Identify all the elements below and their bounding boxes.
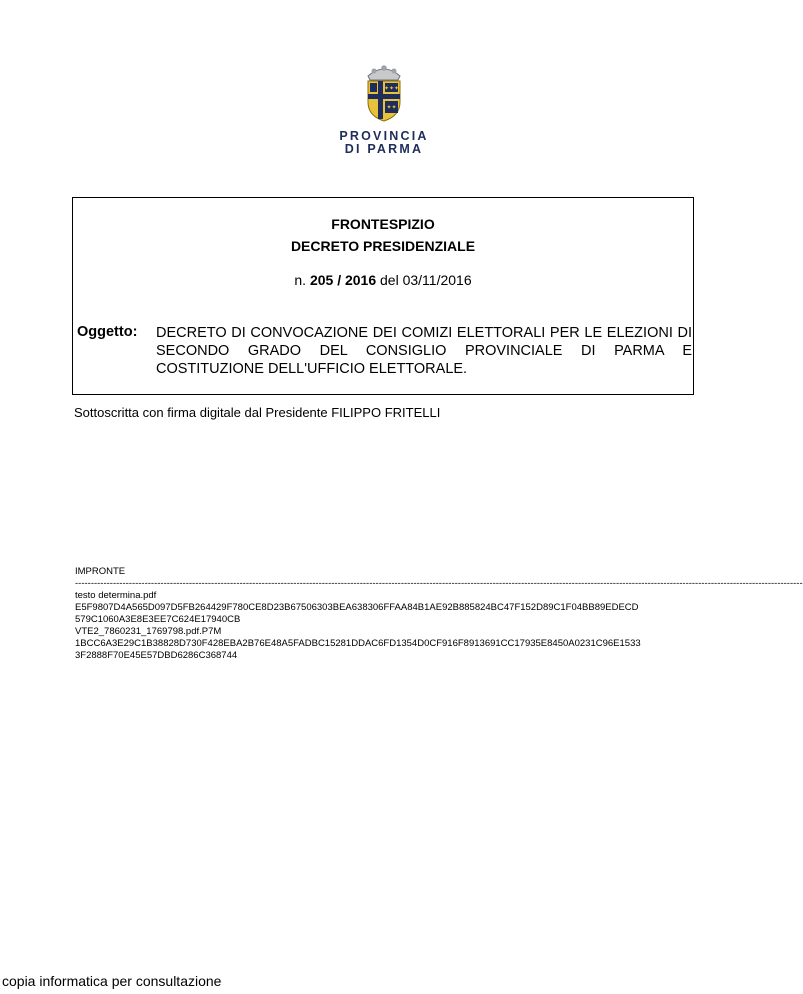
impronte-title: IMPRONTE	[75, 566, 126, 577]
date-prefix: del	[380, 272, 399, 288]
svg-text:✦✦✦: ✦✦✦	[383, 86, 400, 92]
oggetto-text: DECRETO DI CONVOCAZIONE DEI COMIZI ELETTORALI PER LE ELEZIONI DI SECONDO GRADO DEL CONSIGLIO PROVINCIALE DI PARMA E COSTITUZIONE DELL'UFFICIO ELETTORALE.	[156, 325, 692, 377]
footer-note: copia informatica per consultazione	[2, 973, 222, 989]
oggetto-label: Oggetto:	[77, 324, 138, 340]
decree-number: 205 / 2016	[309, 272, 377, 288]
decree-date: 03/11/2016	[402, 272, 472, 288]
document-number-line	[73, 272, 693, 288]
impronte-section	[75, 566, 803, 662]
impronte-separator: --------------------------------------------------------------------------------------------------------------------------------------------------------------------------------------------------------------------------------------	[75, 578, 803, 589]
impronte-line: 1BCC6A3E29C1B38828D730F428EBA2B76E48A5FADBC15281DDAC6FD1354D0CF916F8913691CC17935E8450A0231C96E1533	[75, 638, 641, 649]
impronte-line: testo determina.pdf	[75, 590, 157, 601]
number-prefix: n.	[294, 272, 307, 288]
org-line-1: PROVINCIA	[339, 129, 429, 143]
document-type: DECRETO PRESIDENZIALE	[290, 238, 476, 254]
impronte-line: E5F9807D4A565D097D5FB264429F780CE8D23B67506303BEA638306FFAA84B1AE92B885824BC47F152D89C1F04BB89EDECD	[75, 602, 639, 613]
signature-line: Sottoscritta con firma digitale dal Presidente FILIPPO FRITELLI	[74, 405, 441, 420]
document-title: FRONTESPIZIO	[331, 216, 435, 232]
organization-name	[326, 130, 442, 156]
impronte-line: VTE2_7860231_1769798.pdf.P7M	[75, 626, 222, 637]
province-coat-of-arms-icon	[362, 64, 406, 122]
org-line-2: DI PARMA	[344, 142, 424, 156]
impronte-line: 3F2888F70E45E57DBD6286C368744	[75, 650, 238, 661]
svg-text:✦✦: ✦✦	[386, 105, 397, 111]
frontespizio-box	[72, 197, 694, 395]
impronte-line: 579C1060A3E8E3EE7C624E17940CB	[75, 614, 241, 625]
